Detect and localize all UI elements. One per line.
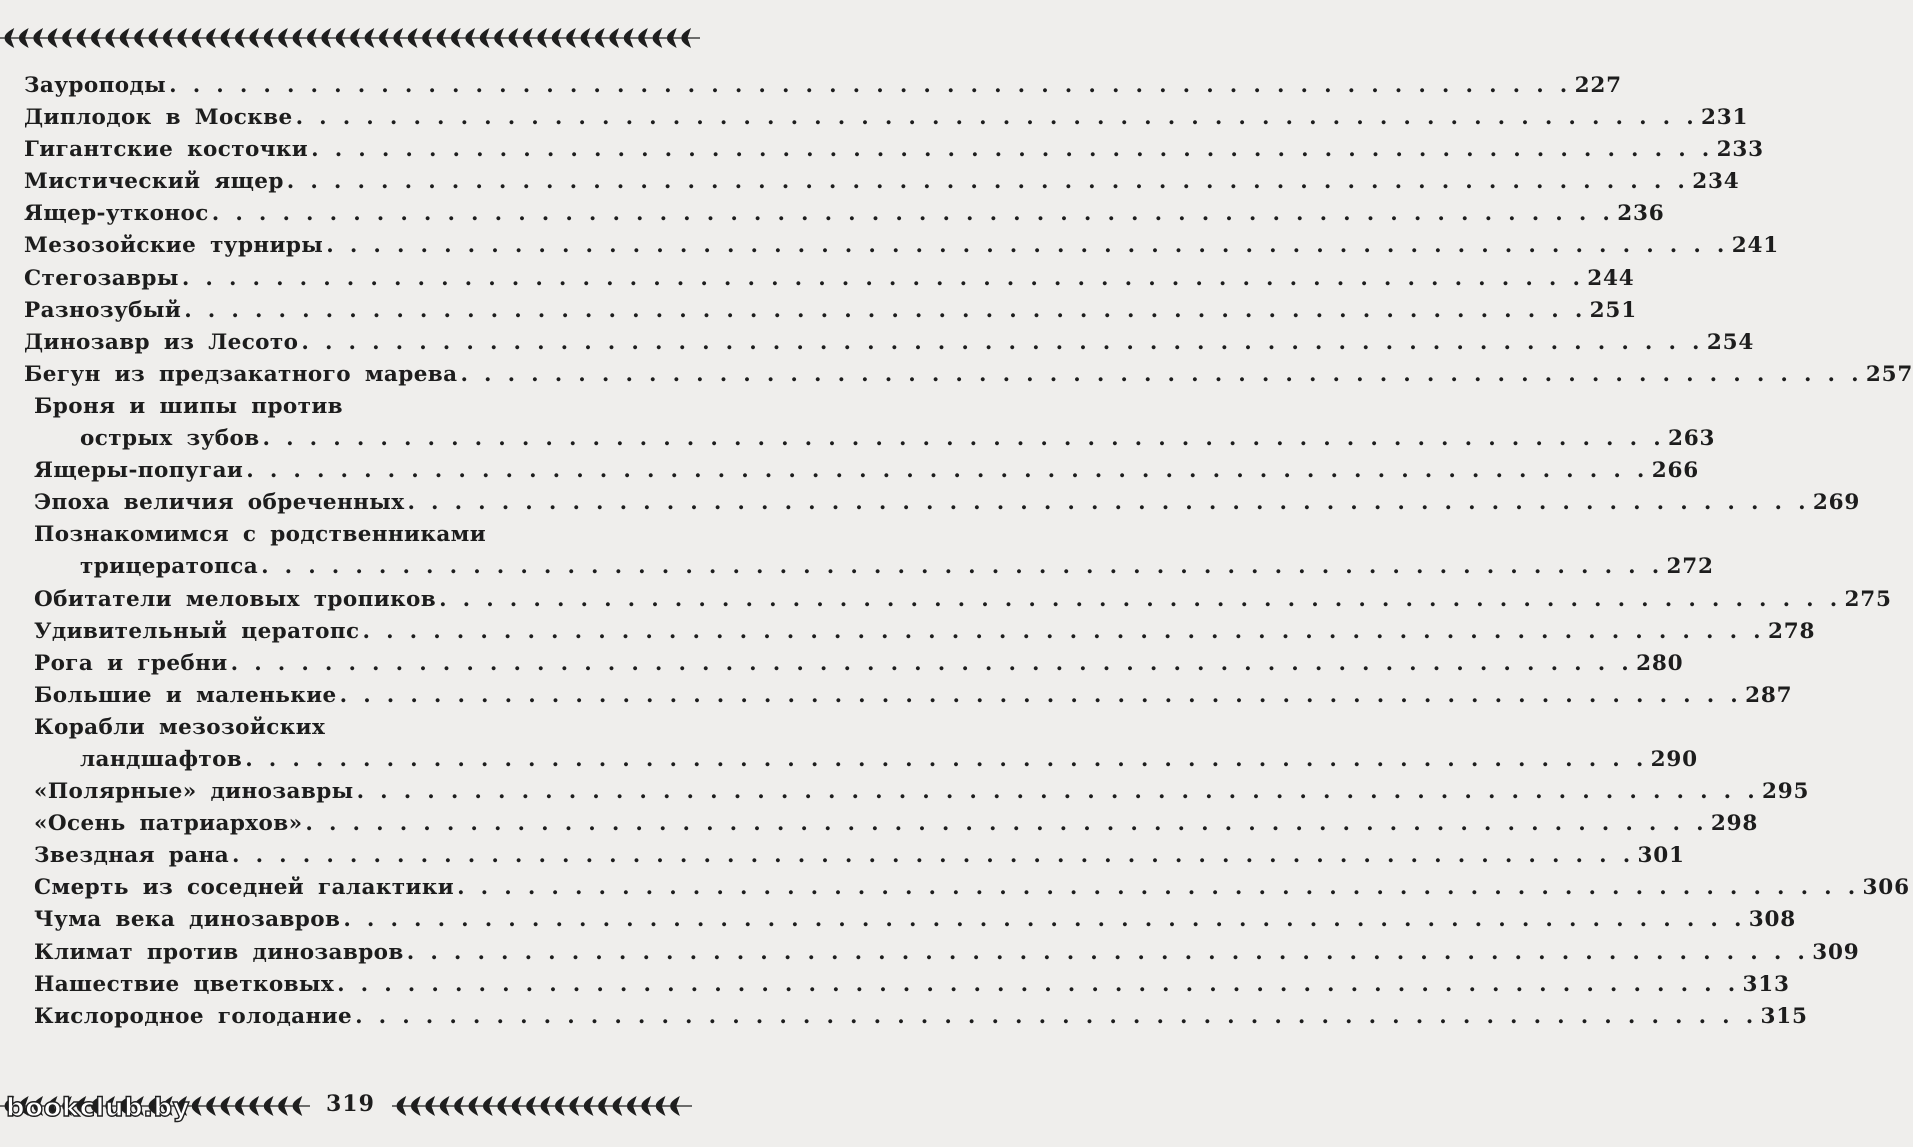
toc-entry-title: Мезозойские турниры — [24, 233, 324, 259]
toc-entry-continuation: острых зубов — [80, 426, 260, 452]
toc-entry — [24, 680, 1793, 712]
toc-page-number: 254 — [1706, 329, 1755, 355]
toc-entry-title: «Осень патриархов» — [34, 811, 303, 837]
toc-entry — [24, 937, 1860, 969]
dot-leader: . . . . . . . . . . . . . . . . . . . . . . . . . . . . . . . . . . . . . . . . . . . . . . . . . . . . . . . . . . . . — [407, 490, 1810, 516]
toc-page-number: 241 — [1731, 233, 1779, 259]
toc-entry-title: Зауроподы — [24, 73, 167, 98]
toc-entry-title: Обитатели меловых тропиков — [34, 586, 437, 612]
toc-entry — [24, 808, 1759, 840]
toc-entry — [24, 776, 1810, 808]
toc-entry — [24, 295, 1637, 327]
table-of-contents — [24, 70, 1913, 1033]
toc-page-number: 278 — [1767, 618, 1816, 644]
toc-entry-title: Разнозубый — [24, 297, 182, 323]
dot-leader: . . . . . . . . . . . . . . . . . . . . . . . . . . . . . . . . . . . . . . . . . . . . . . . . . . . . . . . . . . . . — [311, 137, 1714, 163]
toc-page-number: 298 — [1710, 811, 1759, 837]
dot-leader: . . . . . . . . . . . . . . . . . . . . . . . . . . . . . . . . . . . . . . . . . . . . . . . . . . . . . . . . . . . . — [439, 586, 1842, 612]
toc-entry-title: Эпоха величия обреченных — [34, 490, 405, 516]
toc-entry-title: Ящер-утконос — [24, 201, 209, 227]
toc-entry-title: Познакомимся с родственниками — [34, 522, 487, 548]
toc-page-number: 287 — [1745, 682, 1793, 708]
toc-entry — [24, 487, 1861, 519]
toc-page-number: 275 — [1844, 586, 1892, 612]
toc-page-number: 290 — [1650, 746, 1698, 772]
toc-entry — [24, 166, 1740, 198]
toc-entry-heading — [24, 712, 664, 744]
dot-leader: . . . . . . . . . . . . . . . . . . . . . . . . . . . . . . . . . . . . . . . . . . . . . . . . . . . . . . . . . . . . — [184, 297, 1587, 323]
toc-entry — [24, 648, 1684, 680]
toc-entry-title: Мистический ящер — [24, 169, 284, 195]
toc-entry-title: Кислородное голодание — [34, 1003, 353, 1029]
dot-leader: . . . . . . . . . . . . . . . . . . . . . . . . . . . . . . . . . . . . . . . . . . . . . . . . . . . . . . . . . . . . — [305, 811, 1708, 837]
toc-page-number: 313 — [1742, 971, 1790, 997]
dot-leader: . . . . . . . . . . . . . . . . . . . . . . . . . . . . . . . . . . . . . . . . . . . . . . . . . . . . . . . . . . . . — [295, 105, 1699, 131]
toc-entry — [24, 423, 1716, 455]
toc-entry-title: Удивительный цератопс — [34, 618, 360, 644]
toc-page-number: 231 — [1701, 105, 1749, 131]
toc-entry-title: Смерть из соседней галактики — [34, 875, 455, 901]
toc-page-number: 301 — [1637, 843, 1685, 869]
toc-entry-title: Климат против динозавров — [34, 939, 404, 965]
toc-entry-title: Чума века динозавров — [34, 907, 341, 933]
toc-page-number: 244 — [1587, 265, 1635, 291]
toc-entry-title: Звездная рана — [34, 843, 230, 869]
toc-page-number: 251 — [1589, 297, 1637, 323]
toc-entry-title: «Полярные» динозавры — [34, 779, 354, 805]
toc-entry — [24, 455, 1699, 487]
toc-entry-title: Нашествие цветковых — [34, 971, 335, 997]
dot-leader: . . . . . . . . . . . . . . . . . . . . . . . . . . . . . . . . . . . . . . . . . . . . . . . . . . . . . . . . . . . . — [169, 73, 1572, 98]
toc-entry — [24, 616, 1816, 648]
toc-entry — [24, 230, 1779, 262]
dot-leader: . . . . . . . . . . . . . . . . . . . . . . . . . . . . . . . . . . . . . . . . . . . . . . . . . . . . . . . . . . . . — [326, 233, 1729, 259]
dot-leader: . . . . . . . . . . . . . . . . . . . . . . . . . . . . . . . . . . . . . . . . . . . . . . . . . . . . . . . . . . . . — [355, 1003, 1758, 1029]
toc-entry — [24, 102, 1749, 134]
toc-entry — [24, 134, 1764, 166]
toc-entry — [24, 872, 1910, 904]
dot-leader: . . . . . . . . . . . . . . . . . . . . . . . . . . . . . . . . . . . . . . . . . . . . . . . . . . . . . . . . . . . . — [230, 650, 1634, 676]
toc-entry — [24, 551, 1714, 583]
toc-page-number: 234 — [1692, 169, 1740, 195]
toc-entry — [24, 1001, 1808, 1033]
dot-leader: . . . . . . . . . . . . . . . . . . . . . . . . . . . . . . . . . . . . . . . . . . . . . . . . . . . . . . . . . . . . — [339, 682, 1743, 708]
watermark-text: bookclub.by — [6, 1093, 191, 1123]
toc-page-number: 269 — [1812, 490, 1861, 516]
dot-leader: . . . . . . . . . . . . . . . . . . . . . . . . . . . . . . . . . . . . . . . . . . . . . . . . . . . . . . . . . . . . — [211, 201, 1615, 227]
toc-entry — [24, 904, 1797, 936]
dot-leader: . . . . . . . . . . . . . . . . . . . . . . . . . . . . . . . . . . . . . . . . . . . . . . . . . . . . . . . . . . . . — [262, 426, 1665, 452]
toc-entry — [24, 70, 1622, 102]
toc-entry — [24, 840, 1685, 872]
dot-leader: . . . . . . . . . . . . . . . . . . . . . . . . . . . . . . . . . . . . . . . . . . . . . . . . . . . . . . . . . . . . — [343, 907, 1746, 933]
top-ornament-border — [0, 18, 700, 58]
toc-page-number: 257 — [1865, 361, 1913, 387]
toc-page-number: 308 — [1748, 907, 1797, 933]
dot-leader: . . . . . . . . . . . . . . . . . . . . . . . . . . . . . . . . . . . . . . . . . . . . . . . . . . . . . . . . . . . . — [301, 329, 1704, 355]
toc-entry-heading — [24, 391, 664, 423]
dot-leader: . . . . . . . . . . . . . . . . . . . . . . . . . . . . . . . . . . . . . . . . . . . . . . . . . . . . . . . . . . . . — [460, 361, 1863, 387]
toc-page-number: 280 — [1636, 650, 1684, 676]
toc-entry-title: Броня и шипы против — [34, 393, 344, 419]
dot-leader: . . . . . . . . . . . . . . . . . . . . . . . . . . . . . . . . . . . . . . . . . . . . . . . . . . . . . . . . . . . . — [232, 843, 1635, 869]
page-number: 319 — [326, 1091, 375, 1117]
toc-entry — [24, 969, 1790, 1001]
toc-page-number: 227 — [1574, 73, 1622, 98]
toc-entry — [24, 327, 1755, 359]
toc-entry — [24, 744, 1698, 776]
toc-entry — [24, 198, 1665, 230]
toc-page-number: 309 — [1812, 939, 1860, 965]
toc-page-number: 266 — [1651, 458, 1699, 484]
toc-entry — [24, 263, 1635, 295]
dot-leader: . . . . . . . . . . . . . . . . . . . . . . . . . . . . . . . . . . . . . . . . . . . . . . . . . . . . . . . . . . . . — [261, 554, 1664, 580]
toc-entry-title: Рога и гребни — [34, 650, 228, 676]
toc-page-number: 306 — [1862, 875, 1910, 901]
dot-leader: . . . . . . . . . . . . . . . . . . . . . . . . . . . . . . . . . . . . . . . . . . . . . . . . . . . . . . . . . . . . — [457, 875, 1860, 901]
toc-page-number: 263 — [1667, 426, 1716, 452]
dot-leader: . . . . . . . . . . . . . . . . . . . . . . . . . . . . . . . . . . . . . . . . . . . . . . . . . . . . . . . . . . . . — [362, 618, 1765, 644]
dot-leader: . . . . . . . . . . . . . . . . . . . . . . . . . . . . . . . . . . . . . . . . . . . . . . . . . . . . . . . . . . . . — [245, 746, 1648, 772]
dot-leader: . . . . . . . . . . . . . . . . . . . . . . . . . . . . . . . . . . . . . . . . . . . . . . . . . . . . . . . . . . . . — [286, 169, 1690, 195]
dot-leader: . . . . . . . . . . . . . . . . . . . . . . . . . . . . . . . . . . . . . . . . . . . . . . . . . . . . . . . . . . . . — [356, 779, 1760, 805]
toc-entry — [24, 584, 1892, 616]
toc-page-number: 233 — [1716, 137, 1764, 163]
toc-entry-title: Гигантские косточки — [24, 137, 309, 163]
dot-leader: . . . . . . . . . . . . . . . . . . . . . . . . . . . . . . . . . . . . . . . . . . . . . . . . . . . . . . . . . . . . — [406, 939, 1810, 965]
toc-page-number: 315 — [1760, 1003, 1808, 1029]
toc-page-number: 272 — [1666, 554, 1714, 580]
toc-entry-title: Динозавр из Лесото — [24, 329, 299, 355]
toc-entry-title: Ящеры-попугаи — [34, 458, 244, 484]
dot-leader: . . . . . . . . . . . . . . . . . . . . . . . . . . . . . . . . . . . . . . . . . . . . . . . . . . . . . . . . . . . . — [246, 458, 1649, 484]
toc-entry — [24, 359, 1913, 391]
toc-entry-continuation: трицератопса — [80, 554, 259, 580]
toc-page-number: 236 — [1617, 201, 1665, 227]
toc-entry-heading — [24, 519, 664, 551]
toc-entry-continuation: ландшафтов — [80, 746, 243, 772]
dot-leader: . . . . . . . . . . . . . . . . . . . . . . . . . . . . . . . . . . . . . . . . . . . . . . . . . . . . . . . . . . . . — [337, 971, 1740, 997]
toc-entry-title: Бегун из предзакатного марева — [24, 361, 458, 387]
toc-entry-title: Стегозавры — [24, 265, 179, 291]
toc-entry-title: Корабли мезозойских — [34, 714, 326, 740]
footer-ornament-right — [392, 1091, 692, 1121]
dot-leader: . . . . . . . . . . . . . . . . . . . . . . . . . . . . . . . . . . . . . . . . . . . . . . . . . . . . . . . . . . . . — [181, 265, 1585, 291]
toc-page-number: 295 — [1762, 779, 1810, 805]
toc-entry-title: Большие и маленькие — [34, 682, 337, 708]
toc-entry-title: Диплодок в Москве — [24, 105, 293, 131]
